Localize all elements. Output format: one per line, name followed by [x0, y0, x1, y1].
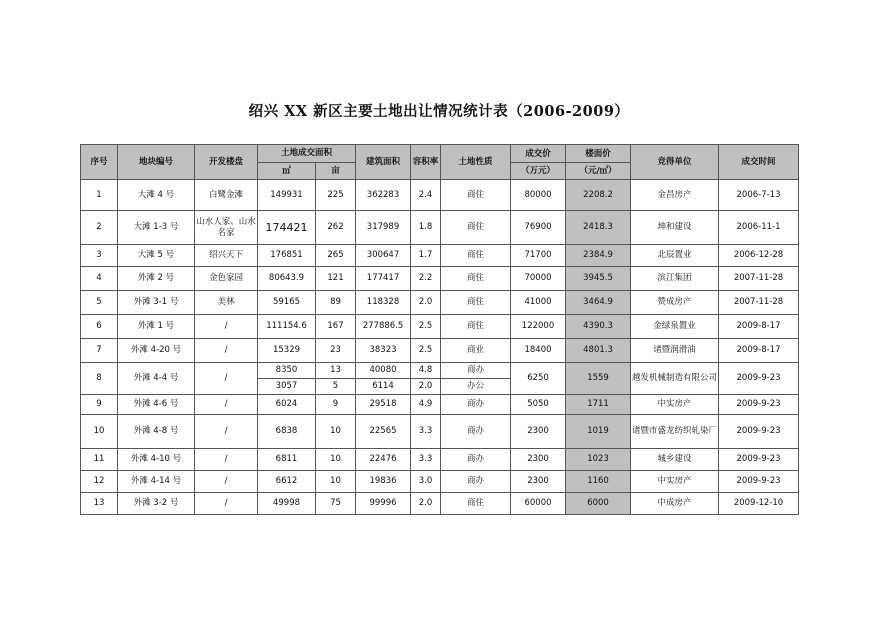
cell-build: 300647 — [356, 245, 411, 267]
cell-project: 金色家园 — [195, 267, 258, 291]
cell-mu: 225 — [316, 180, 356, 211]
cell-seq: 10 — [81, 415, 118, 449]
header-price: 成交价 — [511, 145, 566, 163]
cell-bidder: 越发机械制造有限公司 — [631, 363, 719, 395]
land-transfer-table — [80, 144, 799, 515]
cell-mu: 121 — [316, 267, 356, 291]
cell-sqm: 174421 — [258, 211, 316, 245]
cell-plot: 外滩 4-8 号 — [118, 415, 195, 449]
cell-build: 277886.5 — [356, 315, 411, 339]
cell-price: 6250 — [511, 363, 566, 395]
cell-sqm: 80643.9 — [258, 267, 316, 291]
cell-floor-price: 1711 — [566, 395, 631, 415]
cell-price: 2300 — [511, 449, 566, 471]
header-plot-ratio: 容积率 — [411, 145, 441, 180]
cell-price: 2300 — [511, 471, 566, 493]
cell-plot: 外滩 4-20 号 — [118, 339, 195, 363]
cell-project: 绍兴天下 — [195, 245, 258, 267]
cell-build: 6114 — [356, 379, 411, 395]
cell-bidder: 诸暨润滑油 — [631, 339, 719, 363]
cell-build: 22476 — [356, 449, 411, 471]
cell-build: 99996 — [356, 493, 411, 515]
cell-date: 2006-7-13 — [719, 180, 799, 211]
cell-plot: 外滩 3-2 号 — [118, 493, 195, 515]
cell-project: / — [195, 395, 258, 415]
page-title: 绍兴 XX 新区主要土地出让情况统计表（2006-2009） — [248, 103, 630, 120]
header-area-group: 土地成交面积 — [258, 145, 356, 163]
cell-bidder: 滨江集团 — [631, 267, 719, 291]
cell-mu: 167 — [316, 315, 356, 339]
cell-date: 2009-9-23 — [719, 471, 799, 493]
cell-plot: 外滩 4-14 号 — [118, 471, 195, 493]
cell-seq: 8 — [81, 363, 118, 395]
cell-floor-price: 1559 — [566, 363, 631, 395]
cell-sqm: 8350 — [258, 363, 316, 379]
cell-price: 71700 — [511, 245, 566, 267]
cell-sqm: 6838 — [258, 415, 316, 449]
cell-floor-price: 1019 — [566, 415, 631, 449]
cell-project: / — [195, 339, 258, 363]
cell-price: 76900 — [511, 211, 566, 245]
header-build-area: 建筑面积 — [356, 145, 411, 180]
cell-plot: 大滩 4 号 — [118, 180, 195, 211]
cell-mu: 23 — [316, 339, 356, 363]
cell-bidder: 北辰置业 — [631, 245, 719, 267]
cell-nature: 商办 — [441, 395, 511, 415]
cell-nature: 商办 — [441, 449, 511, 471]
cell-nature: 办公 — [441, 379, 511, 395]
cell-price: 2300 — [511, 415, 566, 449]
cell-sqm: 6811 — [258, 449, 316, 471]
cell-mu: 262 — [316, 211, 356, 245]
cell-build: 362283 — [356, 180, 411, 211]
cell-seq: 9 — [81, 395, 118, 415]
cell-ratio: 2.5 — [411, 339, 441, 363]
header-nature: 土地性质 — [441, 145, 511, 180]
cell-ratio: 1.8 — [411, 211, 441, 245]
cell-floor-price: 3464.9 — [566, 291, 631, 315]
cell-build: 317989 — [356, 211, 411, 245]
cell-mu: 10 — [316, 449, 356, 471]
cell-seq: 1 — [81, 180, 118, 211]
cell-nature: 商办 — [441, 471, 511, 493]
header-project: 开发楼盘 — [195, 145, 258, 180]
cell-seq: 11 — [81, 449, 118, 471]
cell-sqm: 111154.6 — [258, 315, 316, 339]
cell-floor-price: 3945.5 — [566, 267, 631, 291]
cell-price: 60000 — [511, 493, 566, 515]
cell-project: 美林 — [195, 291, 258, 315]
cell-mu: 10 — [316, 471, 356, 493]
cell-nature: 商业 — [441, 339, 511, 363]
cell-ratio: 3.3 — [411, 449, 441, 471]
cell-build: 29518 — [356, 395, 411, 415]
cell-build: 22565 — [356, 415, 411, 449]
cell-project: / — [195, 471, 258, 493]
header-price-unit: （万元） — [511, 163, 566, 180]
cell-build: 118328 — [356, 291, 411, 315]
cell-seq: 6 — [81, 315, 118, 339]
cell-ratio: 3.0 — [411, 471, 441, 493]
cell-project: / — [195, 315, 258, 339]
header-date: 成交时间 — [719, 145, 799, 180]
cell-project: / — [195, 363, 258, 395]
cell-build: 19836 — [356, 471, 411, 493]
cell-price: 41000 — [511, 291, 566, 315]
cell-ratio: 2.0 — [411, 493, 441, 515]
cell-seq: 7 — [81, 339, 118, 363]
cell-seq: 13 — [81, 493, 118, 515]
cell-build: 177417 — [356, 267, 411, 291]
cell-bidder: 金绿泉置业 — [631, 315, 719, 339]
cell-plot: 外滩 4-10 号 — [118, 449, 195, 471]
header-bidder: 竞得单位 — [631, 145, 719, 180]
cell-nature: 商办 — [441, 363, 511, 379]
cell-date: 2006-11-1 — [719, 211, 799, 245]
cell-project: 山水人家、山水名家 — [195, 211, 258, 245]
cell-nature: 商办 — [441, 415, 511, 449]
cell-build: 40080 — [356, 363, 411, 379]
cell-date: 2009-9-23 — [719, 363, 799, 395]
cell-price: 5050 — [511, 395, 566, 415]
cell-build: 38323 — [356, 339, 411, 363]
header-area-mu: 亩 — [316, 163, 356, 180]
cell-date: 2007-11-28 — [719, 291, 799, 315]
cell-nature: 商住 — [441, 180, 511, 211]
cell-ratio: 2.0 — [411, 291, 441, 315]
cell-nature: 商住 — [441, 315, 511, 339]
cell-sqm: 15329 — [258, 339, 316, 363]
cell-sqm: 6024 — [258, 395, 316, 415]
cell-floor-price: 2418.3 — [566, 211, 631, 245]
cell-bidder: 中实房产 — [631, 395, 719, 415]
cell-nature: 商住 — [441, 267, 511, 291]
cell-project: 白鹭金滩 — [195, 180, 258, 211]
cell-floor-price: 6000 — [566, 493, 631, 515]
cell-seq: 3 — [81, 245, 118, 267]
cell-sqm: 6612 — [258, 471, 316, 493]
cell-floor-price: 4801.3 — [566, 339, 631, 363]
cell-mu: 13 — [316, 363, 356, 379]
cell-ratio: 4.8 — [411, 363, 441, 379]
cell-date: 2009-8-17 — [719, 339, 799, 363]
cell-nature: 商住 — [441, 211, 511, 245]
cell-price: 70000 — [511, 267, 566, 291]
cell-plot: 大滩 5 号 — [118, 245, 195, 267]
cell-sqm: 49998 — [258, 493, 316, 515]
cell-project: / — [195, 415, 258, 449]
cell-bidder: 坤和建设 — [631, 211, 719, 245]
cell-price: 122000 — [511, 315, 566, 339]
cell-floor-price: 1160 — [566, 471, 631, 493]
cell-mu: 5 — [316, 379, 356, 395]
cell-sqm: 149931 — [258, 180, 316, 211]
header-area-sqm: ㎡ — [258, 163, 316, 180]
cell-date: 2009-9-23 — [719, 449, 799, 471]
cell-ratio: 2.0 — [411, 379, 441, 395]
header-seq: 序号 — [81, 145, 118, 180]
cell-mu: 75 — [316, 493, 356, 515]
cell-plot: 大滩 1-3 号 — [118, 211, 195, 245]
cell-bidder: 中实房产 — [631, 471, 719, 493]
cell-bidder: 中成房产 — [631, 493, 719, 515]
cell-date: 2009-12-10 — [719, 493, 799, 515]
cell-ratio: 2.4 — [411, 180, 441, 211]
cell-date: 2009-8-17 — [719, 315, 799, 339]
cell-price: 80000 — [511, 180, 566, 211]
cell-floor-price: 4390.3 — [566, 315, 631, 339]
cell-plot: 外滩 1 号 — [118, 315, 195, 339]
cell-bidder: 诸暨市盛龙纺织轧染厂 — [631, 415, 719, 449]
cell-price: 18400 — [511, 339, 566, 363]
cell-ratio: 4.9 — [411, 395, 441, 415]
cell-mu: 10 — [316, 415, 356, 449]
cell-plot: 外滩 2 号 — [118, 267, 195, 291]
cell-sqm: 176851 — [258, 245, 316, 267]
cell-date: 2007-11-28 — [719, 267, 799, 291]
cell-floor-price: 2384.9 — [566, 245, 631, 267]
cell-date: 2009-9-23 — [719, 415, 799, 449]
cell-mu: 265 — [316, 245, 356, 267]
cell-mu: 89 — [316, 291, 356, 315]
cell-nature: 商住 — [441, 291, 511, 315]
cell-seq: 12 — [81, 471, 118, 493]
cell-seq: 5 — [81, 291, 118, 315]
cell-project: / — [195, 493, 258, 515]
cell-floor-price: 2208.2 — [566, 180, 631, 211]
cell-mu: 9 — [316, 395, 356, 415]
cell-seq: 2 — [81, 211, 118, 245]
cell-project: / — [195, 449, 258, 471]
cell-seq: 4 — [81, 267, 118, 291]
cell-sqm: 59165 — [258, 291, 316, 315]
cell-floor-price: 1023 — [566, 449, 631, 471]
cell-ratio: 2.5 — [411, 315, 441, 339]
cell-plot: 外滩 3-1 号 — [118, 291, 195, 315]
header-floor-price: 楼面价 — [566, 145, 631, 163]
cell-nature: 商住 — [441, 493, 511, 515]
cell-plot: 外滩 4-6 号 — [118, 395, 195, 415]
cell-bidder: 金昌房产 — [631, 180, 719, 211]
cell-ratio: 1.7 — [411, 245, 441, 267]
cell-ratio: 2.2 — [411, 267, 441, 291]
cell-plot: 外滩 4-4 号 — [118, 363, 195, 395]
cell-ratio: 3.3 — [411, 415, 441, 449]
cell-date: 2009-9-23 — [719, 395, 799, 415]
cell-sqm: 3057 — [258, 379, 316, 395]
cell-bidder: 赞成房产 — [631, 291, 719, 315]
cell-bidder: 城乡建设 — [631, 449, 719, 471]
cell-date: 2006-12-28 — [719, 245, 799, 267]
header-floor-price-unit: （元/㎡） — [566, 163, 631, 180]
header-plot: 地块编号 — [118, 145, 195, 180]
cell-nature: 商住 — [441, 245, 511, 267]
